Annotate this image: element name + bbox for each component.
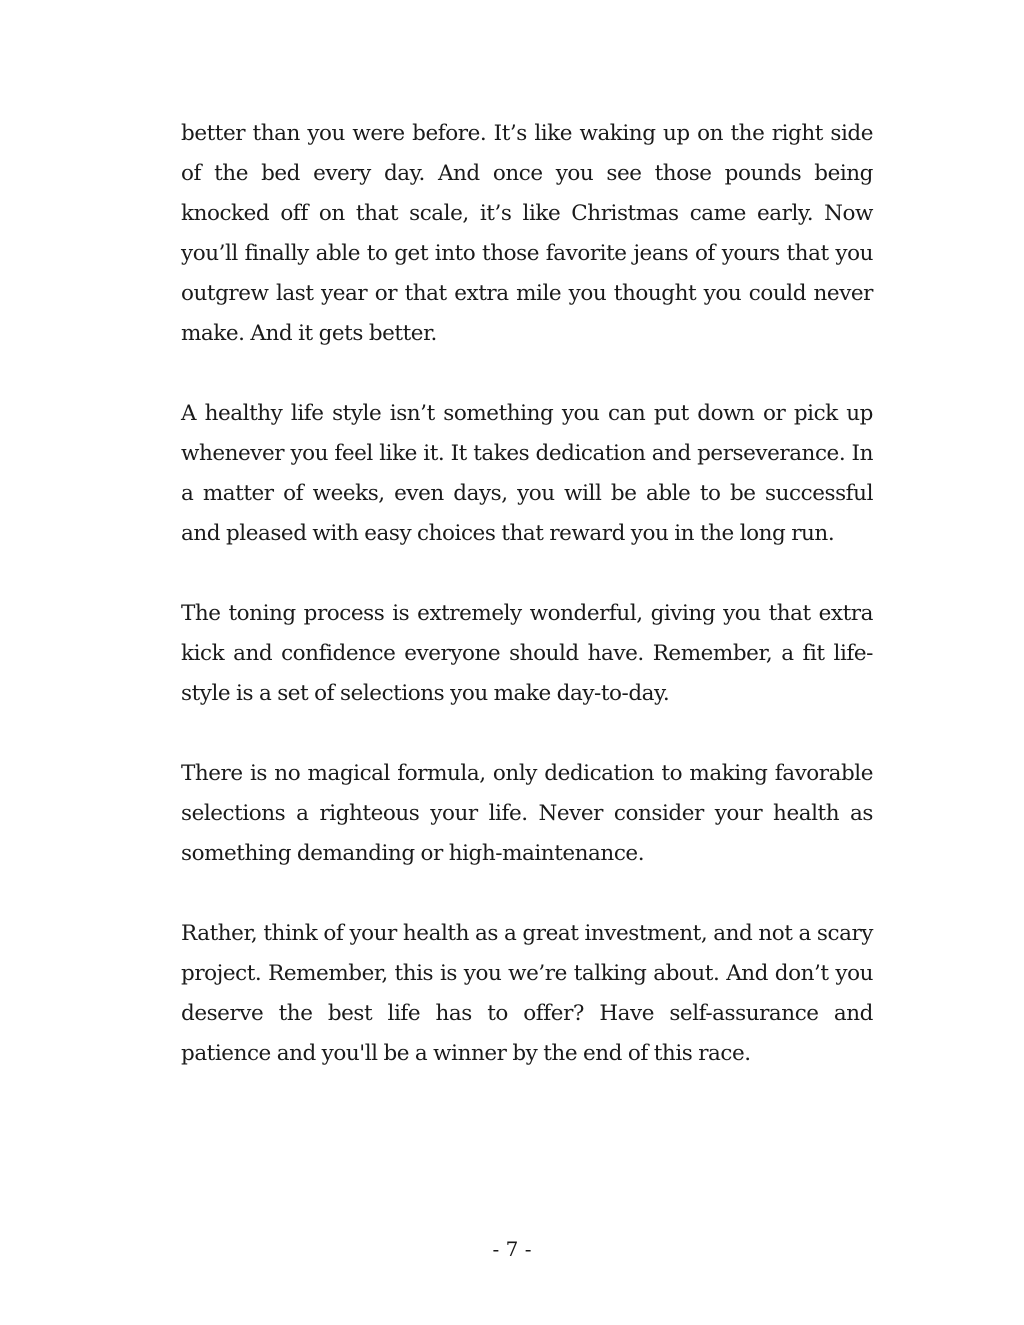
paragraph-2: A healthy life style isn’t something you can put down or pick up whenever you feel like it. It takes dedication and perseverance. In a matter of weeks, even days, you will be able to be successful and pleased with easy choices that reward you in the long run. xyxy=(181,401,873,546)
paragraph-3: The toning process is extremely wonderful, giving you that extra kick and confidence everyone should have. Remember, a fit life-style is a set of selections you make day-to-day. xyxy=(181,601,873,706)
paragraph-1: better than you were before. It’s like waking up on the right side of the bed every day. And once you see those pounds being knocked off on that scale, it’s like Christmas came early. Now you’ll finally able to get into those favorite jeans of yours that you outgrew last year or that extra mile you thought you could never make. And it gets better. xyxy=(181,121,873,346)
page-number: - 7 - xyxy=(492,1237,532,1261)
paragraph-5: Rather, think of your health as a great investment, and not a scary project. Remember, this is you we’re talking about. And don’t you deserve the best life has to offer? Have self-assurance and patience and you'll be a winner by the end of this race. xyxy=(181,921,873,1066)
paragraph-4: There is no magical formula, only dedication to making favorable selections a righteous your life. Never consider your health as something demanding or high-maintenance. xyxy=(181,761,873,866)
body-text xyxy=(181,114,873,1114)
